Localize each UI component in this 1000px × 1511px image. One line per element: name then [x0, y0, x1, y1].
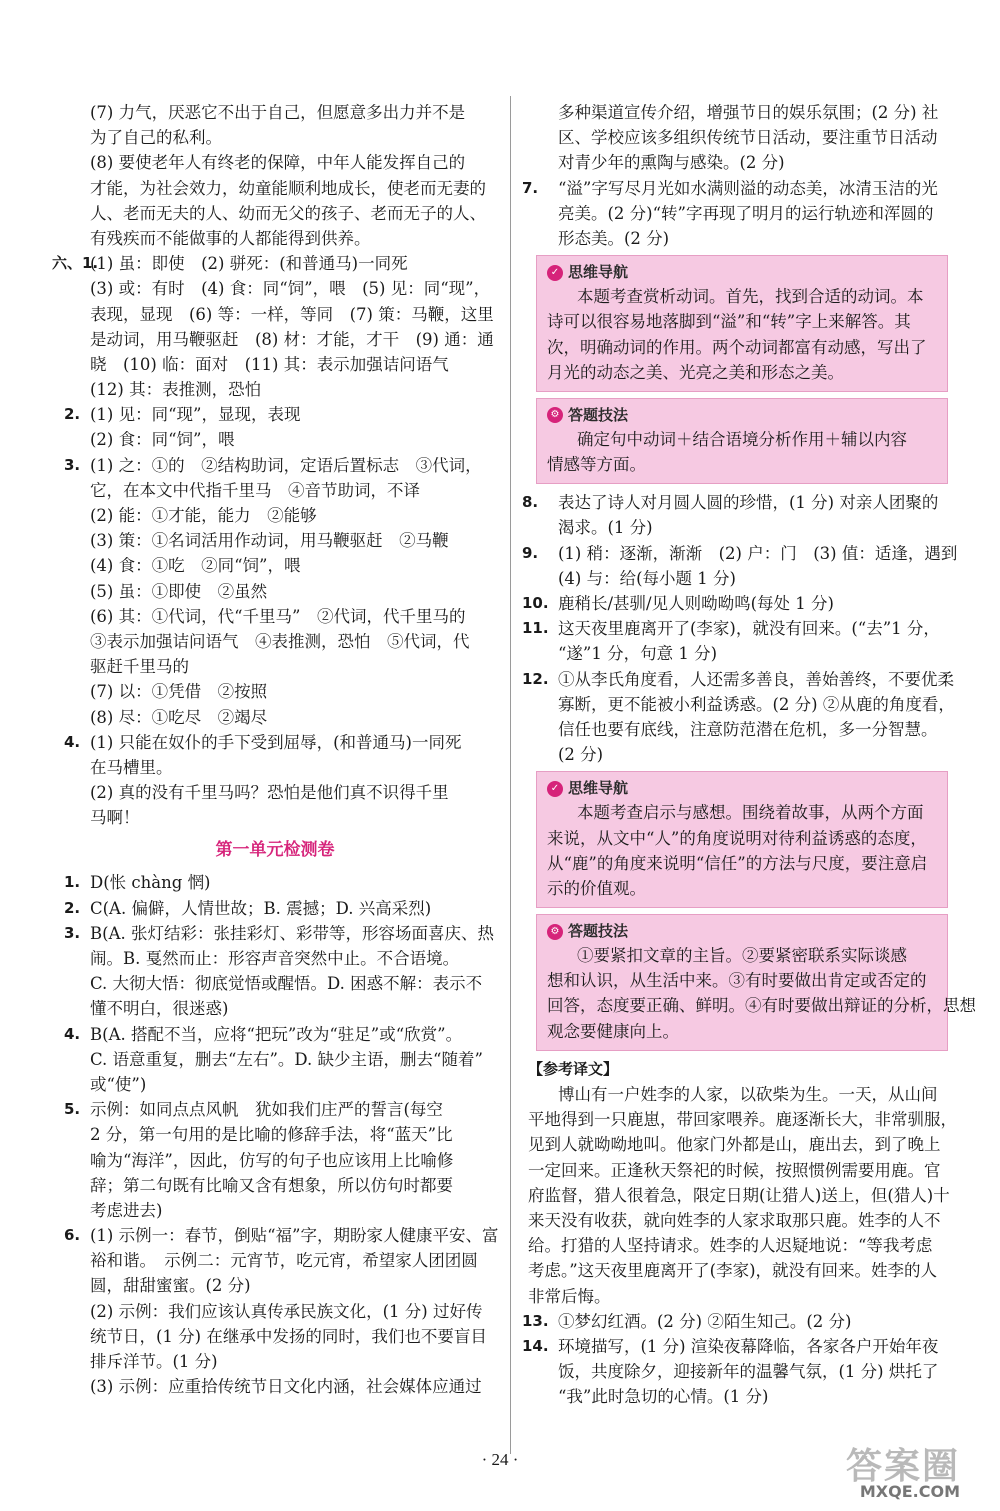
text-line — [528, 692, 955, 717]
line-text: C. 大彻大悟：彻底觉悟或醒悟。D. 困惑不解：表示不 — [90, 974, 483, 994]
text-line — [528, 226, 948, 251]
text-line — [528, 150, 948, 175]
text-line — [60, 553, 490, 578]
text-line — [60, 125, 490, 150]
text-line — [60, 226, 490, 251]
line-text: 才能，为社会效力，幼童能顺利地成长，使老而无妻的 — [90, 178, 486, 198]
translation-line: 平地得到一只鹿崽，带回家喂养。鹿逐渐长大，非常驯服， — [528, 1110, 957, 1130]
text-line — [60, 1273, 490, 1298]
line-text: 对青少年的熏陶与感染。(2 分) — [558, 153, 785, 173]
question-number: 3. — [64, 923, 81, 942]
left-column — [52, 100, 499, 1399]
translation-line: 见到人就呦呦地叫。他家门外都是山，鹿出去，到了晚上 — [528, 1135, 941, 1155]
question-number: 2. — [64, 898, 81, 917]
column-divider — [510, 96, 511, 1454]
text-line — [60, 1047, 490, 1072]
thinking-guide-box — [536, 771, 948, 908]
answer-technique-box — [536, 398, 948, 484]
text-line — [60, 1072, 490, 1097]
gear-icon: ⚙ — [547, 407, 563, 423]
question-number: 12. — [522, 669, 549, 688]
unit-heading: 第一单元检测卷 — [215, 840, 335, 861]
line-text: “遂”1 分，句意 1 分) — [558, 644, 718, 664]
tip-header-label: 思维导航 — [568, 779, 629, 798]
text-line — [528, 1384, 948, 1409]
question-number: 5. — [64, 1100, 81, 1119]
watermark-text: 答案圈 — [845, 1446, 960, 1487]
text-line — [528, 201, 948, 226]
text-line — [522, 541, 958, 566]
text-line — [60, 604, 490, 629]
line-text: 环境描写，(1 分) 渲染夜幕降临，各家各户开始年夜 — [558, 1336, 939, 1356]
line-text: B(A. 搭配不当，应将“把玩”改为“驻足”或“欣赏”。 — [90, 1024, 463, 1044]
line-text: 辞；第二句既有比喻又含有想象，所以仿句时都要 — [90, 1175, 453, 1195]
tip-line: 本题考查启示与感想。围绕着故事，从两个方面 — [577, 803, 924, 823]
text-line — [60, 579, 490, 604]
line-text: 形态美。(2 分) — [558, 228, 670, 248]
text-line — [60, 528, 490, 553]
line-text: 人、老而无夫的人、幼而无父的孩子、老而无子的人、 — [90, 203, 486, 223]
line-text: (5) 虽：①即使 ②虽然 — [90, 581, 268, 601]
thumbs-up-icon: ✓ — [547, 781, 563, 797]
text-line — [522, 616, 948, 641]
text-line — [528, 742, 948, 767]
answer-technique-box — [536, 914, 976, 1051]
line-text: ③表示加强诘问语气 ④表推测，恐怕 ⑤代词，代 — [90, 631, 470, 651]
text-line — [60, 176, 490, 201]
question-number: 1. — [64, 873, 81, 892]
line-text: (1) 虽：即使 (2) 骈死：(和普通马)一同死 — [90, 254, 408, 274]
line-text: (2) 真的没有千里马吗？恐怕是他们真不识得千里 — [90, 783, 449, 803]
text-line — [60, 1223, 499, 1248]
watermark-url: MXQE.COM — [859, 1482, 960, 1501]
question-number: 4. — [64, 732, 81, 751]
line-text: 懂不明白，很迷惑) — [90, 999, 229, 1019]
translation-line: 考虑。”这天夜里鹿离开了(李家)，就没有回来。姓李的人 — [528, 1261, 938, 1281]
tip-line: 观念要健康向上。 — [547, 1021, 679, 1041]
text-line — [522, 591, 948, 616]
text-line — [60, 921, 494, 946]
line-text: 表现，显现 (6) 等：一样，等同 (7) 策：马鞭，这里 — [90, 304, 494, 324]
line-text: 亮美。(2 分)“转”字再现了明月的运行轨迹和浑圆的 — [558, 203, 934, 223]
line-text: 这天夜里鹿离开了(李家)，就没有回来。(“去”1 分， — [558, 619, 940, 639]
line-text: (3) 或：有时 (4) 食：同“饲”，喂 (5) 见：同“现”， — [90, 279, 491, 299]
question-number: 6. — [64, 1226, 81, 1245]
line-text: 有残疾而不能做事的人都能得到供养。 — [90, 228, 371, 248]
line-text: B(A. 张灯结彩：张挂彩灯、彩带等，形容场面喜庆、热 — [90, 923, 494, 943]
text-line — [522, 667, 954, 692]
question-number: 8. — [522, 493, 539, 512]
text-line — [60, 100, 490, 125]
tip-header-label: 思维导航 — [568, 263, 629, 282]
text-line — [60, 1299, 490, 1324]
question-number: 2. — [64, 405, 81, 424]
line-text: (7) 力气，厌恶它不出于自己，但愿意多出力并不是 — [90, 103, 466, 122]
page-number: · 24 · — [481, 1450, 519, 1469]
line-text: (6) 其：①代词，代“千里马” ②代词，代千里马的 — [90, 606, 466, 626]
tip-line: 想和认识，从生活中来。③有时要做出肯定或否定的 — [547, 971, 927, 991]
line-text: (2) 示例：我们应该认真传承民族文化，(1 分) 过好传 — [90, 1301, 483, 1321]
question-number: 14. — [522, 1336, 549, 1355]
line-text: 驱赶千里马的 — [90, 657, 189, 677]
line-text: (1) 之：①的 ②结构助词，定语后置标志 ③代词， — [90, 455, 482, 475]
question-number: 4. — [64, 1024, 81, 1043]
translation-line: 来天没有收获，就向姓李的人家求取那只鹿。姓李的人不 — [528, 1210, 941, 1230]
line-text: (1) 示例一：春节，倒贴“福”字，期盼家人健康平安、富 — [90, 1226, 499, 1246]
question-number: 10. — [522, 594, 549, 612]
text-line — [60, 1374, 490, 1399]
reference-translation — [528, 1082, 957, 1309]
text-line — [522, 1309, 948, 1334]
line-text: 饭，共度除夕，迎接新年的温馨气氛，(1 分) 烘托了 — [558, 1362, 939, 1382]
text-line — [60, 302, 494, 327]
line-text: 信任也要有底线，注意防范潜在危机，多一分智慧。 — [558, 719, 938, 739]
text-line — [60, 629, 490, 654]
text-line — [60, 327, 494, 352]
line-text: 裕和谐。 示例二：元宵节，吃元宵，希望家人团团圆 — [90, 1251, 478, 1271]
line-text: 在马槽里。 — [90, 757, 173, 777]
line-text: 表达了诗人对月圆人圆的珍惜，(1 分) 对亲人团聚的 — [558, 493, 939, 513]
text-line — [528, 1359, 948, 1384]
text-line — [60, 654, 490, 679]
tip-header-label: 答题技法 — [568, 922, 629, 941]
tip-line: 示的价值观。 — [547, 878, 646, 898]
tip-header — [547, 776, 937, 800]
line-text: (8) 要使老年人有终老的保障，中年人能发挥自己的 — [90, 153, 466, 173]
tip-line: 本题考查赏析动词。首先，找到合适的动词。本 — [577, 287, 924, 307]
tip-line: 诗可以很容易地落脚到“溢”和“转”字上来解答。其 — [547, 312, 911, 332]
text-line — [60, 1122, 490, 1147]
question-number: 13. — [522, 1311, 549, 1330]
question-number: 9. — [522, 543, 539, 562]
text-line — [60, 150, 490, 175]
text-line — [60, 679, 490, 704]
question-number: 3. — [64, 455, 81, 474]
text-line — [52, 251, 490, 276]
tip-line: 从“鹿”的角度来说明“信任”的方法与尺度，要注意启 — [547, 853, 928, 873]
right-column — [522, 100, 976, 1409]
line-text: 统节日，(1 分) 在继承中发扬的同时，我们也不要盲目 — [90, 1326, 487, 1346]
tip-line: 回答，态度要正确、鲜明。④有时要做出辩证的分析，思想 — [547, 996, 976, 1016]
translation-line: 给。打猎的人坚持请求。姓李的人迟疑地说：“等我考虑 — [528, 1236, 933, 1256]
text-line — [60, 503, 490, 528]
line-text: 马啊！ — [90, 808, 140, 828]
text-line — [60, 402, 490, 427]
text-line — [60, 996, 490, 1021]
translation-line: 非常后悔。 — [528, 1286, 611, 1306]
text-line — [60, 478, 490, 503]
text-line — [60, 1173, 490, 1198]
line-text: (12) 其：表推测，恐怕 — [90, 380, 262, 400]
text-line — [60, 896, 490, 921]
line-text: C(A. 偏僻，人情世故；B. 震撼；D. 兴高采烈) — [90, 898, 432, 918]
text-line — [60, 1324, 490, 1349]
text-line — [522, 490, 948, 515]
line-text: 晓 (10) 临：面对 (11) 其：表示加强诘问语气 — [90, 354, 449, 374]
line-text: “我”此时急切的心情。(1 分) — [558, 1387, 769, 1407]
line-text: (4) 与：给(每小题 1 分) — [558, 568, 736, 588]
line-text: 示例：如同点点风帆 犹如我们庄严的誓言(每空 — [90, 1100, 443, 1120]
text-line — [528, 515, 948, 540]
text-line — [60, 805, 490, 830]
line-text: 鹿稍长/甚驯/见人则呦呦鸣(每处 1 分) — [558, 594, 834, 613]
line-text: 喻为“海洋”，因此，仿写的句子也应该用上比喻修 — [90, 1150, 454, 1170]
line-text: D(怅 chàng 惘) — [90, 873, 211, 893]
line-text: (2) 能：①才能，能力 ②能够 — [90, 506, 317, 525]
line-text: (3) 策：①名词活用作动词，用马鞭驱赶 ②马鞭 — [90, 531, 449, 551]
line-text: ①从李氏角度看，人还需多善良，善始善终，不要优柔 — [558, 669, 954, 689]
line-text: 为了自己的私利。 — [90, 128, 222, 148]
text-line — [528, 566, 948, 591]
reference-translation-title: 【参考译文】 — [528, 1059, 619, 1078]
text-line — [60, 276, 490, 301]
tip-header — [547, 919, 937, 943]
text-line — [528, 125, 948, 150]
translation-line: 博山有一户姓李的人家，以砍柴为生。一天，从山间 — [558, 1085, 938, 1104]
question-number: 7. — [522, 178, 539, 197]
tip-header — [547, 403, 937, 427]
line-text: 渴求。(1 分) — [558, 518, 653, 538]
text-line — [60, 1097, 490, 1122]
tip-line: 情感等方面。 — [547, 455, 646, 475]
line-text: (1) 见：同“现”，显现，表现 — [90, 405, 301, 425]
text-line — [60, 453, 490, 478]
text-line — [60, 780, 490, 805]
line-text: (8) 尽：①吃尽 ②竭尽 — [90, 707, 268, 727]
text-line — [528, 717, 948, 742]
tip-line: 月光的动态之美、光亮之美和形态之美。 — [547, 362, 844, 382]
tip-line: 来说，从文中“人”的角度说明对待利益诱惑的态度， — [547, 828, 927, 848]
text-line — [528, 641, 948, 666]
line-text: (4) 食：①吃 ②同“饲”，喂 — [90, 556, 301, 576]
watermark-logo — [820, 1438, 960, 1502]
text-line — [60, 946, 490, 971]
gear-icon: ⚙ — [547, 924, 563, 940]
translation-line: 府监督，猎人很着急，限定日期(让猎人)送上，但(猎人)十 — [528, 1185, 950, 1205]
text-line — [60, 705, 490, 730]
line-text: (7) 以：①凭借 ②按照 — [90, 682, 268, 702]
text-line — [522, 1334, 948, 1359]
line-text: 2 分，第一句用的是比喻的修辞手法，将“蓝天”比 — [90, 1125, 453, 1145]
section-number: 六、1. — [52, 254, 99, 273]
text-line — [60, 377, 490, 402]
line-text: 排斥洋节。(1 分) — [90, 1352, 218, 1371]
text-line — [60, 1148, 490, 1173]
tip-line: 次，明确动词的作用。两个动词都富有动感，写出了 — [547, 337, 927, 357]
line-text: 寡断，更不能被小利益诱惑。(2 分) ②从鹿的角度看， — [558, 694, 955, 714]
line-text: “溢”字写尽月光如水满则溢的动态美，冰清玉洁的光 — [558, 178, 938, 198]
line-text: (2) 食：同“饲”，喂 — [90, 430, 235, 450]
line-text: 它，在本文中代指千里马 ④音节助词，不译 — [90, 480, 420, 500]
text-line — [60, 352, 490, 377]
text-line — [60, 427, 490, 452]
line-text: 区、学校应该多组织传统节日活动，要注重节日活动 — [558, 128, 938, 148]
thumbs-up-icon: ✓ — [547, 265, 563, 281]
line-text: 或“使”) — [90, 1074, 147, 1094]
line-text: 圆，甜甜蜜蜜。(2 分) — [90, 1276, 251, 1296]
line-text: 多种渠道宣传介绍，增强节日的娱乐氛围；(2 分) 社 — [558, 103, 939, 122]
tip-header — [547, 260, 937, 284]
text-line — [60, 201, 490, 226]
text-line — [60, 730, 490, 755]
text-line — [60, 870, 490, 895]
text-line — [60, 1022, 490, 1047]
line-text: 考虑进去) — [90, 1200, 163, 1220]
text-line — [60, 1198, 490, 1223]
tip-line: ①要紧扣文章的主旨。②要紧密联系实际谈感 — [577, 946, 907, 966]
translation-line: 一定回来。正逢秋天祭祀的时候，按照惯例需要用鹿。官 — [528, 1160, 941, 1180]
question-number: 11. — [522, 619, 549, 638]
line-text: (1) 只能在奴仆的手下受到屈辱，(和普通马)一同死 — [90, 732, 462, 752]
text-line — [60, 1248, 490, 1273]
text-line — [60, 1349, 490, 1374]
text-line — [522, 176, 948, 201]
line-text: C. 语意重复，删去“左右”。D. 缺少主语，删去“随着” — [90, 1049, 483, 1069]
thinking-guide-box — [536, 255, 948, 392]
line-text: (3) 示例：应重拾传统节日文化内涵，社会媒体应通过 — [90, 1377, 482, 1397]
line-text: (1) 稍：逐渐，渐渐 (2) 户：门 (3) 值：适逢，遇到 — [558, 543, 958, 563]
line-text: (2 分) — [558, 745, 604, 765]
text-line — [60, 971, 490, 996]
text-line — [528, 100, 948, 125]
tip-header-label: 答题技法 — [568, 405, 629, 424]
text-line — [60, 755, 490, 780]
tip-line: 确定句中动词＋结合语境分析作用＋辅以内容 — [577, 429, 907, 449]
line-text: 闹。B. 戛然而止：形容声音突然中止。不合语境。 — [90, 949, 460, 968]
line-text: ①梦幻红酒。(2 分) ②陌生知己。(2 分) — [558, 1311, 852, 1331]
line-text: 是动词，用马鞭驱赶 (8) 材：才能，才干 (9) 通：通 — [90, 329, 494, 349]
